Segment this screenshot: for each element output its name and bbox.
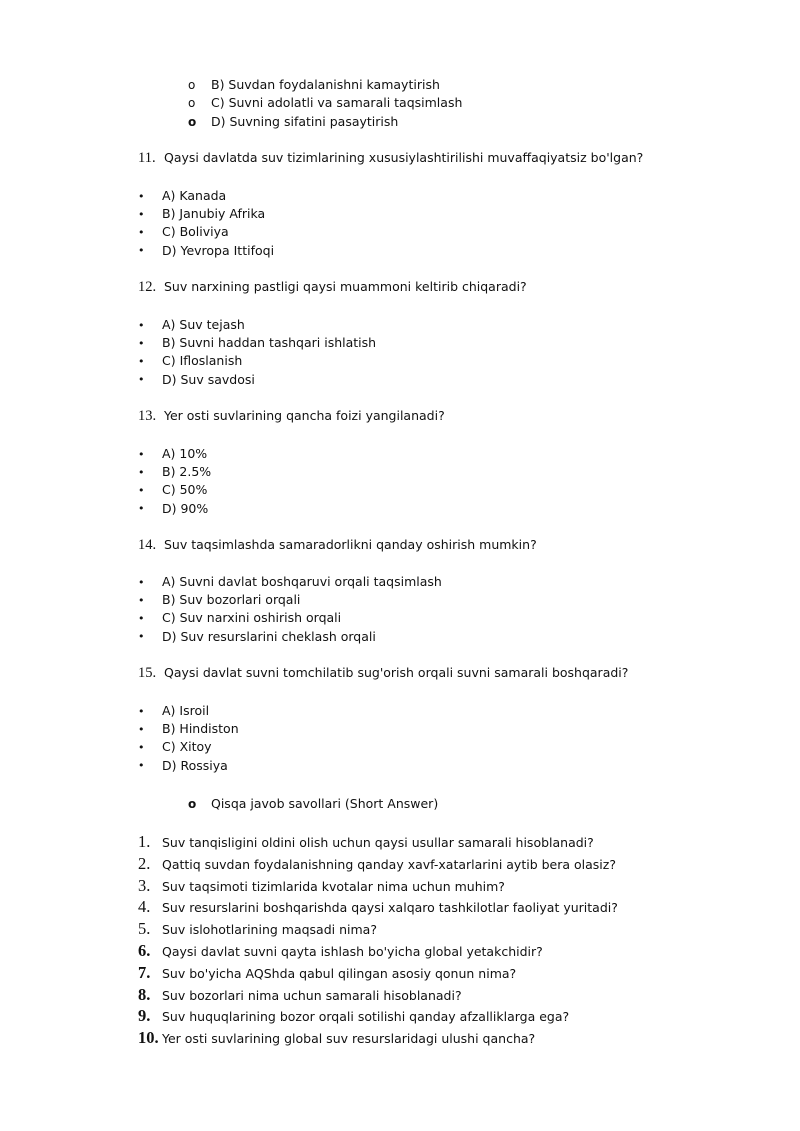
option-text: A) 10% [162, 446, 208, 462]
question-14 [138, 537, 537, 554]
question-text: Qaysi davlatda suv tizimlarining xususiylashtirilishi muvaffaqiyatsiz bo'lgan? [164, 150, 644, 165]
item-text: Qaysi davlat suvni qayta ishlash bo'yicha global yetakchidir? [162, 943, 543, 959]
bullet-icon: • [138, 575, 145, 589]
option-text: D) Rossiya [162, 757, 228, 773]
item-number: 6. [138, 940, 151, 960]
option-text: D) Suv savdosi [162, 371, 255, 387]
question-number: 15. [138, 665, 157, 681]
item-text: Suv resurslarini boshqarishda qaysi xalqaro tashkilotlar faoliyat yuritadi? [162, 900, 618, 916]
previous-question-options [188, 76, 462, 131]
option-text: B) 2.5% [162, 464, 212, 480]
question-12-options [138, 316, 376, 389]
option-item [138, 352, 376, 370]
option-item [138, 316, 376, 334]
bullet-icon: • [138, 630, 145, 644]
question-text: Yer osti suvlarining qancha foizi yangilanadi? [164, 408, 445, 423]
item-number: 10. [138, 1028, 159, 1048]
option-item [138, 757, 239, 775]
question-text: Qaysi davlat suvni tomchilatib sug'orish orqali suvni samarali boshqaradi? [164, 665, 629, 680]
option-text: B) Janubiy Afrika [162, 206, 266, 222]
option-text: D) Suvning sifatini pasaytirish [211, 113, 399, 129]
option-text: D) Suv resurslarini cheklash orqali [162, 628, 376, 644]
option-item [138, 720, 239, 738]
list-item [138, 985, 618, 1007]
question-13-options [138, 445, 211, 518]
question-13 [138, 408, 445, 425]
list-item [138, 963, 618, 985]
item-number: 1. [138, 832, 151, 851]
item-number: 4. [138, 897, 151, 917]
option-item [138, 445, 211, 463]
option-text: C) Boliviya [162, 224, 229, 240]
bullet-icon: • [138, 336, 145, 350]
circle-bullet-icon: o [188, 78, 196, 93]
option-text: B) Hindiston [162, 721, 239, 737]
item-text: Suv bo'yicha AQShda qabul qilingan asosiy qonun nima? [162, 965, 517, 981]
option-item [138, 738, 239, 756]
list-item [138, 941, 618, 963]
item-text: Qattiq suvdan foydalanishning qanday xavf-xatarlarini aytib bera olasiz? [162, 856, 616, 872]
question-number: 12. [138, 279, 157, 295]
bullet-icon: • [138, 373, 145, 387]
question-12 [138, 279, 527, 296]
option-text: A) Isroil [162, 703, 210, 719]
short-answer-heading [188, 795, 438, 813]
section-title: Qisqa javob savollari (Short Answer) [211, 796, 439, 811]
option-text: D) Yevropa Ittifoqi [162, 242, 275, 258]
bullet-icon: • [138, 611, 145, 625]
option-item [138, 187, 274, 205]
item-text: Suv tanqisligini oldini olish uchun qaysi usullar samarali hisoblanadi? [162, 835, 594, 850]
bullet-icon: • [138, 189, 145, 203]
bullet-icon: • [138, 244, 145, 258]
item-number: 8. [138, 984, 151, 1004]
bullet-icon: • [138, 354, 145, 368]
item-number: 9. [138, 1006, 151, 1026]
bullet-icon: • [138, 704, 145, 718]
list-item [138, 854, 618, 876]
list-item [138, 919, 618, 941]
circle-bullet-icon: o [188, 797, 197, 811]
option-item [138, 371, 376, 389]
option-item [138, 628, 442, 646]
item-text: Suv islohotlarining maqsadi nima? [162, 922, 377, 938]
circle-bullet-icon: o [188, 96, 196, 111]
list-item [138, 876, 618, 898]
bullet-icon: • [138, 502, 145, 516]
bullet-icon: • [138, 593, 145, 607]
option-text: C) 50% [162, 482, 208, 498]
question-number: 14. [138, 537, 157, 553]
bullet-icon: • [138, 225, 145, 239]
option-text: D) 90% [162, 500, 209, 516]
option-text: A) Kanada [162, 188, 227, 204]
list-item [138, 832, 618, 854]
item-text: Suv bozorlari nima uchun samarali hisoblanadi? [162, 987, 462, 1003]
question-11-options [138, 187, 274, 260]
item-number: 5. [138, 919, 151, 939]
option-text: A) Suv tejash [162, 317, 245, 333]
option-item [138, 463, 211, 481]
bullet-icon: • [138, 465, 145, 479]
question-number: 13. [138, 408, 157, 424]
option-item [138, 223, 274, 241]
option-text: B) Suv bozorlari orqali [162, 592, 301, 608]
question-14-options [138, 573, 442, 646]
question-number: 11. [138, 150, 156, 166]
option-text: B) Suvdan foydalanishni kamaytirish [211, 77, 440, 93]
option-item [138, 481, 211, 499]
list-item [138, 1006, 618, 1028]
option-item [138, 609, 442, 627]
item-text: Yer osti suvlarining global suv resurslaridagi ulushi qancha? [162, 1031, 536, 1047]
bullet-icon: • [138, 483, 145, 497]
bullet-icon: • [138, 740, 145, 754]
option-item [188, 76, 462, 94]
list-item [138, 1028, 618, 1050]
question-11 [138, 150, 643, 167]
item-number: 7. [138, 962, 151, 982]
item-text: Suv huquqlarining bozor orqali sotilishi qanday afzalliklarga ega? [162, 1009, 570, 1025]
option-item [138, 242, 274, 260]
bullet-icon: • [138, 722, 145, 736]
option-item [138, 591, 442, 609]
question-text: Suv narxining pastligi qaysi muammoni keltirib chiqaradi? [164, 279, 527, 294]
option-item [138, 702, 239, 720]
option-item [138, 500, 211, 518]
option-text: B) Suvni haddan tashqari ishlatish [162, 335, 377, 351]
list-item [138, 897, 618, 919]
option-text: C) Xitoy [162, 739, 212, 755]
item-text: Suv taqsimoti tizimlarida kvotalar nima uchun muhim? [162, 878, 505, 894]
bullet-icon: • [138, 759, 145, 773]
option-text: C) Ifloslanish [162, 353, 243, 369]
item-number: 3. [138, 875, 151, 895]
bullet-icon: • [138, 447, 145, 461]
option-item [138, 334, 376, 352]
question-text: Suv taqsimlashda samaradorlikni qanday oshirish mumkin? [164, 537, 537, 552]
bullet-icon: • [138, 318, 145, 332]
bullet-icon: • [138, 207, 145, 221]
option-item [188, 94, 462, 112]
option-text: A) Suvni davlat boshqaruvi orqali taqsimlash [162, 574, 442, 590]
option-item [188, 113, 462, 131]
question-15-options [138, 702, 239, 775]
option-text: C) Suv narxini oshirish orqali [162, 610, 342, 626]
item-number: 2. [138, 853, 151, 873]
option-item [138, 573, 442, 591]
option-item [138, 205, 274, 223]
short-answer-list [138, 832, 618, 1050]
circle-bullet-icon: o [188, 114, 197, 129]
option-text: C) Suvni adolatli va samarali taqsimlash [211, 95, 463, 111]
question-15 [138, 665, 628, 682]
